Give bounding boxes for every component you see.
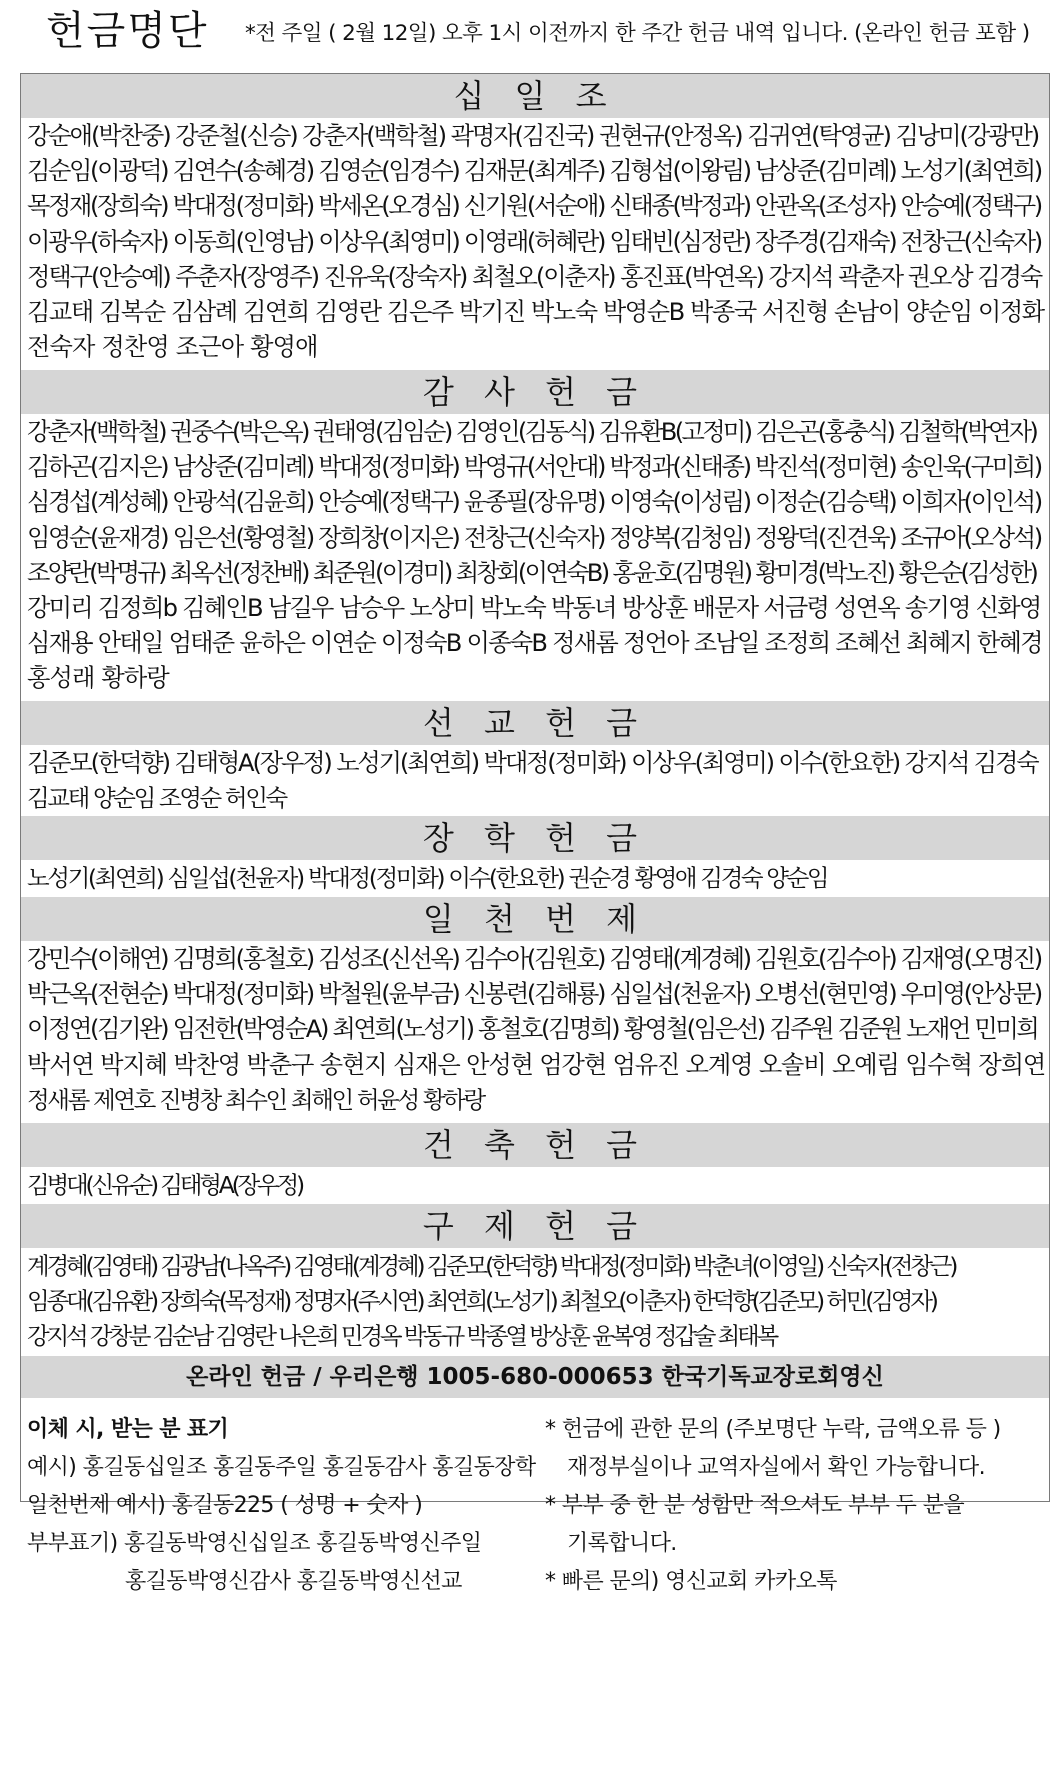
name-line: 김교태 김복순 김삼례 김연희 김영란 김은주 박기진 박노숙 박영순B 박종국 서진형 손남이 양순임 이정화	[27, 297, 1044, 326]
name-line: 강춘자(백학철) 권중수(박은옥) 권태영(김임순) 김영인(김동식) 김유환B(고정미) 김은곤(홍충식) 김철학(박연자)	[27, 418, 1037, 446]
section-body-building	[27, 1168, 1045, 1203]
section-heading-thousand-offering: 일 천 번 제	[21, 897, 1049, 941]
section-body-tithe	[27, 119, 1045, 365]
name-line: 심재용 안태일 엄태준 윤하은 이연순 이정숙B 이종숙B 정새롬 정언아 조남일 조정희 조혜선 최혜지 한혜경	[27, 629, 1042, 658]
note-line: 재정부실이나 교역자실에서 확인 가능합니다.	[567, 1455, 985, 1480]
section-heading-mission: 선 교 헌 금	[21, 701, 1049, 745]
offering-list-box	[20, 73, 1050, 1594]
name-line: 임영순(윤재경) 임은선(황영철) 장희창(이지은) 전창근(신숙자) 정양복(김청임) 정왕덕(진견욱) 조규아(오상석)	[27, 523, 1041, 552]
transfer-guide-line: 부부표기) 홍길동박영신십일조 홍길동박영신주일	[27, 1531, 482, 1556]
section-heading-building: 건 축 헌 금	[21, 1123, 1049, 1167]
name-line: 임종대(김유환) 장희숙(목정재) 정명자(주시연) 최연희(노성기) 최철오(이춘자) 한덕향(김준모) 허민(김영자)	[27, 1287, 936, 1316]
section-heading-relief: 구 제 헌 금	[21, 1204, 1049, 1248]
name-line: 강미리 김정희b 김혜인B 남길우 남승우 노상미 박노숙 박동녀 방상훈 배문자 서금령 성연옥 송기영 신화영	[27, 593, 1041, 622]
note-line: * 부부 중 한 분 성함만 적으셔도 부부 두 분을	[545, 1493, 965, 1518]
name-line: 심경섭(계성혜) 안광석(김윤희) 안승예(정택구) 윤종필(장유명) 이영숙(이성림) 이정순(김승택) 이희자(이인석)	[27, 488, 1041, 517]
section-heading-thanks: 감 사 헌 금	[21, 370, 1049, 414]
name-line: 김교태 양순임 조영순 허인숙	[27, 784, 286, 813]
note-line: 기록합니다.	[567, 1531, 677, 1556]
name-line: 강순애(박찬중) 강준철(신승) 강춘자(백학철) 곽명자(김진국) 권현규(안정옥) 김귀연(탁영균) 김낭미(강광만)	[27, 122, 1039, 150]
section-body-thousand-offering	[27, 942, 1045, 1118]
name-line: 계경혜(김영태) 김광남(나옥주) 김영태(계경혜) 김준모(한덕향) 박대정(정미화) 박춘녀(이영일) 신숙자(전창근)	[27, 1252, 956, 1280]
name-line: 김순임(이광덕) 김연수(송혜경) 김영순(임경수) 김재문(최계주) 김형섭(이왕림) 남상준(김미례) 노성기(최연희)	[27, 157, 1041, 186]
transfer-guide-line: 일천번제 예시) 홍길동225 ( 성명 + 숫자 )	[27, 1493, 423, 1518]
name-line: 전숙자 정찬영 조근아 황영애	[27, 333, 318, 362]
name-line: 홍성래 황하랑	[27, 664, 169, 693]
note-line: * 빠른 문의) 영신교회 카카오톡	[545, 1569, 837, 1594]
name-line: 김준모(한덕향) 김태형A(장우정) 노성기(최연희) 박대정(정미화) 이상우(최영미) 이수(한요한) 강지석 김경숙	[27, 749, 1038, 777]
name-line: 정택구(안승예) 주춘자(장영주) 진유욱(장숙자) 최철오(이춘자) 홍진표(박연옥) 강지석 곽춘자 권오상 김경숙	[27, 262, 1042, 291]
name-line: 김하곤(김지은) 남상준(김미례) 박대정(정미화) 박영규(서안대) 박정과(신태종) 박진석(정미현) 송인욱(구미희)	[27, 453, 1041, 482]
name-line: 박서연 박지혜 박찬영 박춘구 송현지 심재은 안성현 엄강현 엄유진 오계영 오솔비 오예림 임수혁 장희연	[27, 1050, 1045, 1079]
section-heading-tithe: 십 일 조	[21, 74, 1049, 118]
name-line: 목정재(장희숙) 박대정(정미화) 박세온(오경심) 신기원(서순애) 신태종(박정과) 안관옥(조성자) 안승예(정택구)	[27, 192, 1041, 221]
name-line: 박근옥(전현순) 박대정(정미화) 박철원(윤부금) 신봉련(김해룡) 심일섭(천윤자) 오병선(현민영) 우미영(안상문)	[27, 980, 1041, 1009]
section-body-scholarship	[27, 861, 1045, 896]
section-body-mission	[27, 746, 1045, 816]
transfer-guide	[27, 1411, 536, 1601]
transfer-guide-heading: 이체 시, 받는 분 표기	[27, 1417, 229, 1442]
page-header	[0, 0, 1058, 62]
name-line: 김병대(신유순) 김태형A(장우정)	[27, 1171, 303, 1199]
section-body-relief	[27, 1249, 1045, 1355]
transfer-guide-line: 예시) 홍길동십일조 홍길동주일 홍길동감사 홍길동장학	[27, 1455, 536, 1480]
section-body-thanks	[27, 415, 1045, 697]
name-line: 강민수(이해연) 김명희(홍철호) 김성조(신선옥) 김수아(김원호) 김영태(계경혜) 김원호(김수아) 김재영(오명진)	[27, 945, 1041, 973]
name-line: 강지석 강창분 김순남 김영란 나은희 민경옥 박동규 박종열 방상훈 윤복영 정갑술 최태복	[27, 1322, 777, 1351]
name-line: 정새롬 제연호 진병창 최수인 최해인 허윤성 황하랑	[27, 1085, 484, 1114]
online-offering-bank-info: 온라인 헌금 / 우리은행 1005-680-000653 한국기독교장로회영신	[21, 1356, 1049, 1398]
period-notice: *전 주일 ( 2월 12일) 오후 1시 이전까지 한 주간 헌금 내역 입니다. (온라인 헌금 포함 )	[245, 21, 1030, 46]
transfer-guide-line: 홍길동박영신감사 홍길동박영신선교	[125, 1569, 462, 1594]
name-line: 이정연(김기완) 임전한(박영순A) 최연희(노성기) 홍철호(김명희) 황영철(임은선) 김주원 김준원 노재언 민미희	[27, 1015, 1038, 1044]
page-title: 헌금명단	[46, 8, 209, 54]
name-line: 이광우(하숙자) 이동희(인영남) 이상우(최영미) 이영래(허혜란) 임태빈(심정란) 장주경(김재숙) 전창근(신숙자)	[27, 227, 1041, 256]
name-line: 조양란(박명규) 최옥선(정찬배) 최준원(이경미) 최창회(이연숙B) 홍윤호(김명원) 황미경(박노진) 황은순(김성한)	[27, 558, 1037, 587]
note-line: * 헌금에 관한 문의 (주보명단 누락, 금액오류 등 )	[545, 1417, 1001, 1442]
name-line: 노성기(최연희) 심일섭(천윤자) 박대정(정미화) 이수(한요한) 권순경 황영애 김경숙 양순임	[27, 864, 828, 892]
section-heading-scholarship: 장 학 헌 금	[21, 816, 1049, 860]
offering-notes	[545, 1411, 1001, 1601]
